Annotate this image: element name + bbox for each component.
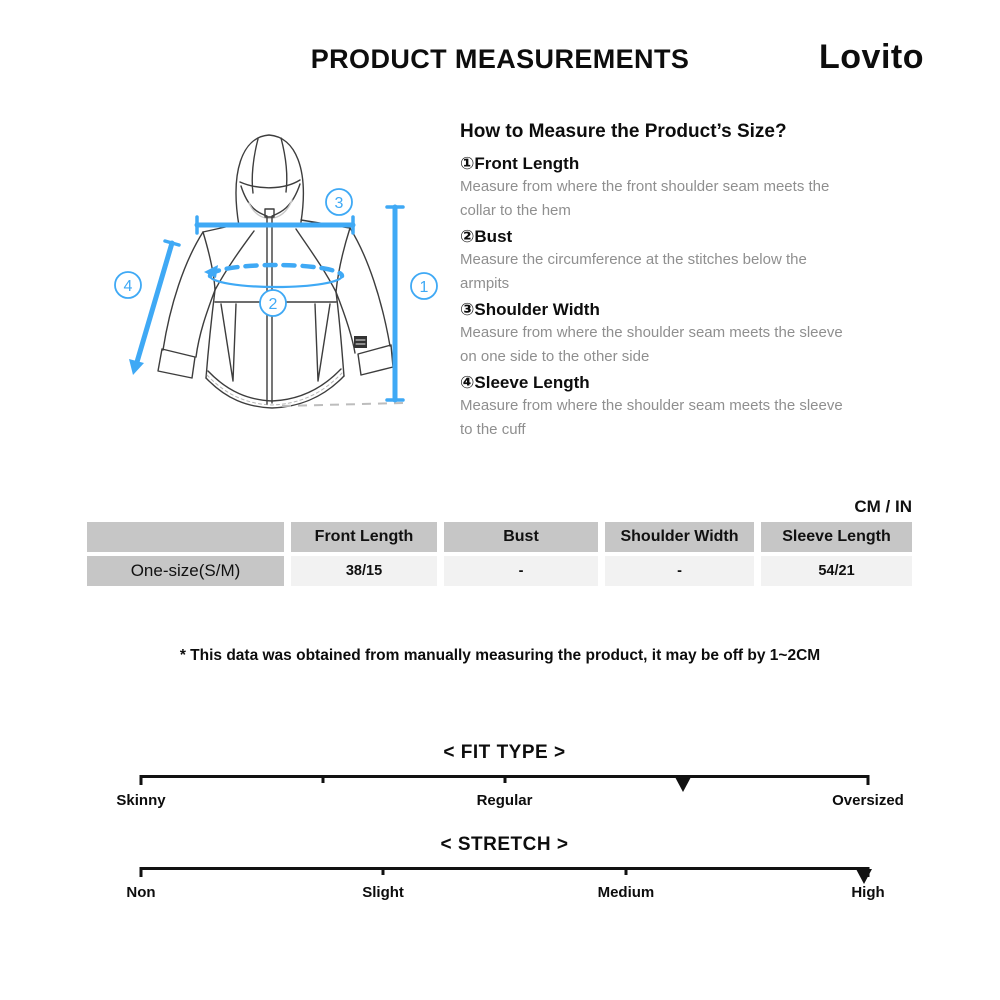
pocket-right (315, 304, 330, 381)
stretch-title: < STRETCH > (440, 834, 569, 855)
table-value-bust: - (444, 556, 598, 586)
stretch-marker-triangle (856, 869, 872, 884)
disclaimer-note: * This data was obtained from manually measuring the product, it may be off by 1~2CM (179, 647, 821, 664)
sleeve-left-inner (196, 290, 215, 357)
measure-item-number: ④ (460, 373, 475, 392)
measure-item-label (460, 226, 912, 248)
measure-item-front-length (460, 153, 912, 223)
measure-item-label (460, 299, 912, 321)
fit-type-track (116, 775, 904, 809)
callout-number-2: 2 (268, 296, 278, 313)
table-header-front-length: Front Length (291, 522, 437, 552)
cuff-right (358, 345, 393, 375)
stretch-tick-two-thirds (624, 867, 627, 875)
measure-item-number: ① (460, 154, 475, 173)
pocket-left (221, 304, 236, 381)
measure-item-name: Front Length (474, 154, 580, 173)
table-corner-cell (87, 522, 284, 552)
unit-label: CM / IN (854, 497, 912, 516)
measure-item-name: Bust (474, 227, 513, 246)
measure-item-name: Shoulder Width (474, 300, 600, 319)
fit-tick-quarter (321, 775, 324, 783)
stretch-track (126, 867, 885, 901)
table-header-bust: Bust (444, 522, 598, 552)
measure-item-number: ② (460, 227, 475, 246)
page-title: PRODUCT MEASUREMENTS (310, 44, 690, 74)
measure-item-sleeve-length (460, 372, 912, 442)
sleeve-right-outer (350, 228, 390, 346)
measure-item-bust (460, 226, 912, 296)
table-value-front-length: 38/15 (291, 556, 437, 586)
jacket-line-art (158, 135, 393, 408)
fit-label-regular: Regular (476, 792, 533, 809)
measure-item-description: Measure the circumference at the stitches below the armpits (460, 251, 807, 292)
hood-seam-left (252, 139, 258, 193)
stretch-tick-third (382, 867, 385, 875)
fit-type-title: < FIT TYPE > (443, 742, 566, 763)
measure-item-description: Measure from where the shoulder seam meets the sleeve on one side to the other side (460, 324, 843, 365)
hood-seam-right (281, 138, 287, 192)
fit-tick-end (867, 775, 870, 785)
stretch-scale (126, 834, 885, 901)
fit-tick-middle (503, 775, 506, 783)
measure-item-number: ③ (460, 300, 475, 319)
how-to-measure-section (460, 121, 912, 442)
table-value-shoulder-width: - (605, 556, 754, 586)
sleeve-length-arrowhead (129, 359, 144, 375)
table-header-sleeve-length: Sleeve Length (761, 522, 912, 552)
fit-type-scale (116, 742, 904, 809)
stretch-label-slight: Slight (362, 884, 404, 901)
measure-item-description: Measure from where the front shoulder seam meets the collar to the hem (460, 178, 830, 219)
measure-item-description: Measure from where the shoulder seam meets the sleeve to the cuff (460, 397, 843, 438)
stretch-label-non: Non (126, 884, 156, 901)
body-right (336, 228, 350, 376)
measure-item-label (460, 153, 912, 175)
table-value-sleeve-length: 54/21 (761, 556, 912, 586)
size-table (87, 522, 912, 586)
callout-number-3: 3 (334, 195, 344, 212)
stretch-label-medium: Medium (597, 884, 655, 901)
fit-type-marker-triangle (675, 777, 691, 792)
brand-logo: Lovito (819, 38, 924, 76)
bust-measure-solid-arc (210, 276, 342, 287)
stretch-label-high: High (851, 884, 885, 901)
hood-outline (236, 135, 303, 226)
bust-measure-dashed-arc (210, 265, 342, 276)
callout-number-4: 4 (123, 278, 133, 295)
measure-item-name: Sleeve Length (474, 373, 590, 392)
measure-item-shoulder-width (460, 299, 912, 369)
cuff-left (158, 349, 195, 378)
fit-label-oversized: Oversized (832, 792, 904, 809)
table-row-size-cell: One-size(S/M) (87, 556, 284, 586)
sleeve-length-measure-line (137, 243, 172, 362)
how-to-title: How to Measure the Product’s Size? (460, 121, 787, 142)
callout-number-1: 1 (419, 279, 429, 296)
fit-tick-start (140, 775, 143, 785)
fit-label-skinny: Skinny (116, 792, 166, 809)
hood-band (240, 180, 300, 188)
sleeve-length-measure-cap (165, 241, 179, 245)
stretch-tick-start (140, 867, 143, 877)
jacket-measurement-diagram (90, 113, 455, 438)
measure-item-label (460, 372, 912, 394)
sleeve-label-patch (354, 336, 367, 348)
table-header-shoulder-width: Shoulder Width (605, 522, 754, 552)
